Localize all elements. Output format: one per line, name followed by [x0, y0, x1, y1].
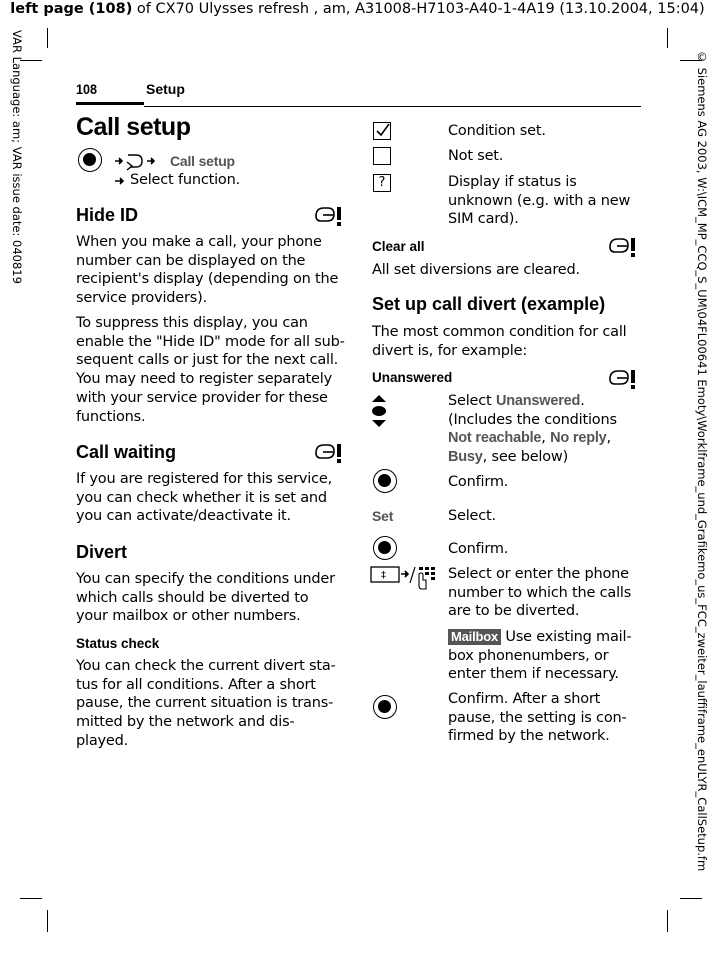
header-rule-thick	[76, 102, 144, 105]
status-unknown-text: Display if status is unknown (e.g. with a new SIM card).	[448, 174, 631, 228]
step-confirm-1: Confirm.	[448, 474, 509, 490]
network-service-icon	[313, 442, 345, 464]
question-box-icon: ?	[373, 174, 391, 192]
status-check-heading: Status check	[76, 636, 160, 651]
status-check-text: You can check the current divert sta- tus for all conditions. After a short pause, the current situation is trans- mitted by the network and dis- played.	[76, 658, 336, 749]
call-waiting-heading: Call waiting	[76, 442, 177, 462]
hide-id-heading: Hide ID	[76, 205, 139, 225]
clear-all-text: All set diversions are cleared.	[372, 262, 580, 278]
page-title: Call setup	[76, 113, 191, 141]
divert-heading: Divert	[76, 542, 128, 562]
side-note-right: © Siemens AG 2003, W:\ICM_MP_CCQ_S_UM\04FL00641 Emoty\Worklframe_und_Grafikemo_us_FCC_zweiter_lauffiframe_enULYR_CallSetup.fm	[695, 50, 709, 872]
network-service-icon	[313, 205, 345, 227]
crop-mark	[20, 898, 42, 899]
crop-mark	[680, 898, 702, 899]
arrow-icon	[114, 175, 128, 187]
nav-key-icon	[78, 148, 102, 172]
menu-path-icon	[114, 152, 156, 172]
svg-text:‡: ‡	[381, 570, 386, 581]
step-confirm-2: Confirm.	[448, 541, 509, 557]
crop-mark	[667, 28, 668, 48]
select-function-text: Select function.	[130, 172, 240, 188]
hide-id-paragraph-2: To suppress this display, you can enable the "Hide ID" mode for all sub- sequent calls or just for the next call. You may need to register separately with your service provider for these functions.	[76, 315, 345, 425]
crop-mark	[47, 910, 48, 932]
mailbox-hint: Mailbox Use existing mail- box phonenumbers, or enter them if necessary.	[448, 629, 632, 683]
header-rule-thin	[144, 106, 641, 107]
network-service-icon	[607, 368, 639, 390]
set-up-divert-heading: Set up call divert (example)	[372, 294, 606, 314]
print-header: left page (108) of CX70 Ulysses refresh , am, A31008-H7103-A40-1-4A19 (13.10.2004, 15:04)	[10, 1, 705, 17]
call-waiting-text: If you are registered for this service, you can check whether it is set and you can activate/deactivate it.	[76, 471, 332, 525]
empty-box-icon	[373, 147, 391, 165]
not-set-text: Not set.	[448, 148, 504, 164]
mailbox-badge: Mailbox	[448, 629, 501, 645]
up-down-key-icon	[370, 394, 388, 428]
hide-id-paragraph-1: When you make a call, your phone number can be displayed on the recipient's display (depending on the service providers).	[76, 234, 339, 307]
running-title: Setup	[146, 81, 185, 97]
softkey-set: Set	[372, 508, 394, 524]
softkey-call-setup: Call setup	[170, 153, 235, 169]
unanswered-heading: Unanswered	[372, 370, 453, 385]
step-select: Select.	[448, 508, 496, 524]
step-confirm-final: Confirm. After a short pause, the setting is con- firmed by the network.	[448, 691, 627, 745]
phonebook-keypad-icon	[370, 565, 442, 591]
nav-key-icon	[373, 469, 397, 493]
divert-text: You can specify the conditions under which calls should be diverted to your mailbox or other numbers.	[76, 571, 335, 625]
clear-all-heading: Clear all	[372, 239, 425, 254]
nav-key-icon	[373, 536, 397, 560]
condition-set-text: Condition set.	[448, 123, 546, 139]
step-enter-number: Select or enter the phone number to which the calls are to be diverted.	[448, 566, 632, 620]
crop-mark	[47, 28, 48, 48]
crop-mark	[667, 910, 668, 932]
side-note-left: VAR Language: am; VAR issue date: 040819	[10, 30, 24, 284]
network-service-icon	[607, 236, 639, 258]
checked-box-icon	[373, 122, 391, 140]
step-select-unanswered: Select Unanswered. (Includes the conditions Not reachable, No reply, Busy, see below)	[448, 393, 617, 466]
page-number: 108	[76, 81, 98, 97]
nav-key-icon	[373, 695, 397, 719]
set-up-intro-text: The most common condition for call divert is, for example:	[372, 324, 627, 359]
